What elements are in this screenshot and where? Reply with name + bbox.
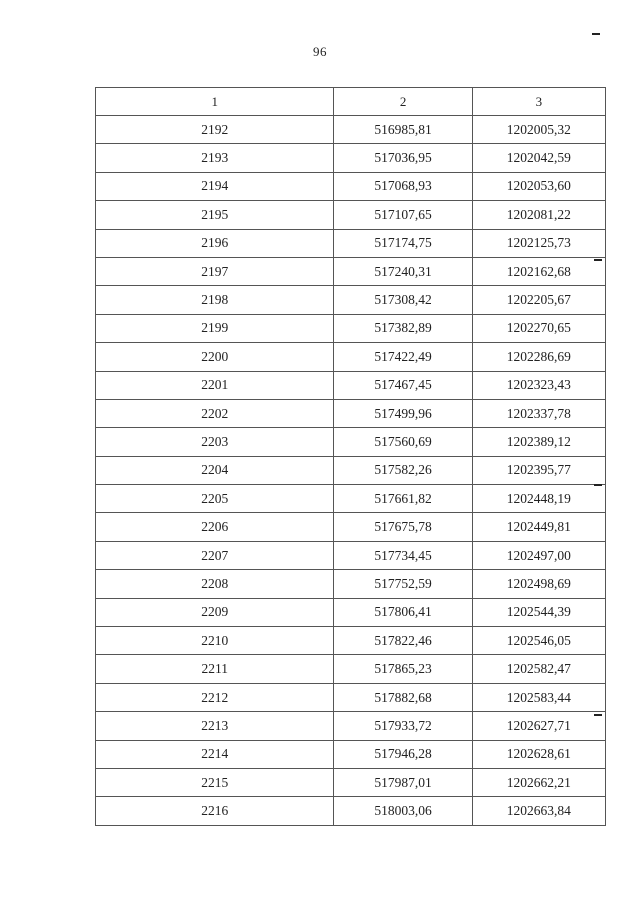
scan-mark <box>594 714 602 716</box>
x-coordinate-cell: 517675,78 <box>334 513 472 541</box>
y-coordinate-cell: 1202337,78 <box>472 399 605 427</box>
x-coordinate-cell: 517752,59 <box>334 570 472 598</box>
x-coordinate-cell: 517582,26 <box>334 456 472 484</box>
x-coordinate-cell: 517987,01 <box>334 768 472 796</box>
table-header-row <box>96 88 606 116</box>
y-coordinate-cell: 1202395,77 <box>472 456 605 484</box>
point-number-cell: 2215 <box>96 768 334 796</box>
x-coordinate-cell: 517068,93 <box>334 172 472 200</box>
point-number-cell: 2194 <box>96 172 334 200</box>
y-coordinate-cell: 1202582,47 <box>472 655 605 683</box>
y-coordinate-cell: 1202662,21 <box>472 768 605 796</box>
x-coordinate-cell: 517499,96 <box>334 399 472 427</box>
y-coordinate-cell: 1202448,19 <box>472 485 605 513</box>
point-number-cell: 2213 <box>96 712 334 740</box>
point-number-cell: 2212 <box>96 683 334 711</box>
y-coordinate-cell: 1202663,84 <box>472 797 605 825</box>
point-number-cell: 2200 <box>96 343 334 371</box>
x-coordinate-cell: 517036,95 <box>334 144 472 172</box>
table-row <box>96 314 606 342</box>
x-coordinate-cell: 517882,68 <box>334 683 472 711</box>
column-header-2: 2 <box>334 88 472 116</box>
point-number-cell: 2202 <box>96 399 334 427</box>
table-row <box>96 712 606 740</box>
x-coordinate-cell: 517107,65 <box>334 201 472 229</box>
table-row <box>96 144 606 172</box>
table-row <box>96 343 606 371</box>
table-row <box>96 485 606 513</box>
x-coordinate-cell: 517865,23 <box>334 655 472 683</box>
table-row <box>96 428 606 456</box>
point-number-cell: 2208 <box>96 570 334 598</box>
x-coordinate-cell: 517382,89 <box>334 314 472 342</box>
scan-mark <box>592 33 600 35</box>
scan-mark <box>594 259 602 261</box>
y-coordinate-cell: 1202497,00 <box>472 541 605 569</box>
table-row <box>96 627 606 655</box>
point-number-cell: 2210 <box>96 627 334 655</box>
table-row <box>96 456 606 484</box>
column-header-1: 1 <box>96 88 334 116</box>
table-row <box>96 513 606 541</box>
x-coordinate-cell: 516985,81 <box>334 116 472 144</box>
page-number: 96 <box>313 44 327 59</box>
x-coordinate-cell: 518003,06 <box>334 797 472 825</box>
x-coordinate-cell: 517822,46 <box>334 627 472 655</box>
y-coordinate-cell: 1202286,69 <box>472 343 605 371</box>
y-coordinate-cell: 1202583,44 <box>472 683 605 711</box>
point-number-cell: 2201 <box>96 371 334 399</box>
y-coordinate-cell: 1202628,61 <box>472 740 605 768</box>
point-number-cell: 2216 <box>96 797 334 825</box>
y-coordinate-cell: 1202081,22 <box>472 201 605 229</box>
x-coordinate-cell: 517946,28 <box>334 740 472 768</box>
scan-mark <box>594 484 602 486</box>
y-coordinate-cell: 1202323,43 <box>472 371 605 399</box>
table-row <box>96 229 606 257</box>
table-row <box>96 116 606 144</box>
point-number-cell: 2203 <box>96 428 334 456</box>
point-number-cell: 2206 <box>96 513 334 541</box>
point-number-cell: 2211 <box>96 655 334 683</box>
table-row <box>96 683 606 711</box>
point-number-cell: 2196 <box>96 229 334 257</box>
x-coordinate-cell: 517806,41 <box>334 598 472 626</box>
table-row <box>96 740 606 768</box>
table-row <box>96 201 606 229</box>
x-coordinate-cell: 517308,42 <box>334 286 472 314</box>
x-coordinate-cell: 517174,75 <box>334 229 472 257</box>
table-row <box>96 541 606 569</box>
point-number-cell: 2207 <box>96 541 334 569</box>
y-coordinate-cell: 1202042,59 <box>472 144 605 172</box>
point-number-cell: 2199 <box>96 314 334 342</box>
table-row <box>96 570 606 598</box>
table-row <box>96 371 606 399</box>
y-coordinate-cell: 1202449,81 <box>472 513 605 541</box>
point-number-cell: 2193 <box>96 144 334 172</box>
table-row <box>96 257 606 285</box>
y-coordinate-cell: 1202053,60 <box>472 172 605 200</box>
x-coordinate-cell: 517933,72 <box>334 712 472 740</box>
point-number-cell: 2204 <box>96 456 334 484</box>
table-row <box>96 655 606 683</box>
point-number-cell: 2209 <box>96 598 334 626</box>
point-number-cell: 2214 <box>96 740 334 768</box>
point-number-cell: 2205 <box>96 485 334 513</box>
y-coordinate-cell: 1202125,73 <box>472 229 605 257</box>
y-coordinate-cell: 1202544,39 <box>472 598 605 626</box>
y-coordinate-cell: 1202627,71 <box>472 712 605 740</box>
table-row <box>96 399 606 427</box>
table-row <box>96 286 606 314</box>
table-row <box>96 598 606 626</box>
table-row <box>96 797 606 825</box>
point-number-cell: 2197 <box>96 257 334 285</box>
y-coordinate-cell: 1202389,12 <box>472 428 605 456</box>
x-coordinate-cell: 517467,45 <box>334 371 472 399</box>
y-coordinate-cell: 1202162,68 <box>472 257 605 285</box>
x-coordinate-cell: 517240,31 <box>334 257 472 285</box>
x-coordinate-cell: 517734,45 <box>334 541 472 569</box>
y-coordinate-cell: 1202498,69 <box>472 570 605 598</box>
point-number-cell: 2195 <box>96 201 334 229</box>
x-coordinate-cell: 517661,82 <box>334 485 472 513</box>
coordinates-table <box>95 87 606 826</box>
y-coordinate-cell: 1202546,05 <box>472 627 605 655</box>
y-coordinate-cell: 1202005,32 <box>472 116 605 144</box>
y-coordinate-cell: 1202205,67 <box>472 286 605 314</box>
table-row <box>96 172 606 200</box>
column-header-3: 3 <box>472 88 605 116</box>
point-number-cell: 2192 <box>96 116 334 144</box>
x-coordinate-cell: 517560,69 <box>334 428 472 456</box>
y-coordinate-cell: 1202270,65 <box>472 314 605 342</box>
x-coordinate-cell: 517422,49 <box>334 343 472 371</box>
table-row <box>96 768 606 796</box>
point-number-cell: 2198 <box>96 286 334 314</box>
